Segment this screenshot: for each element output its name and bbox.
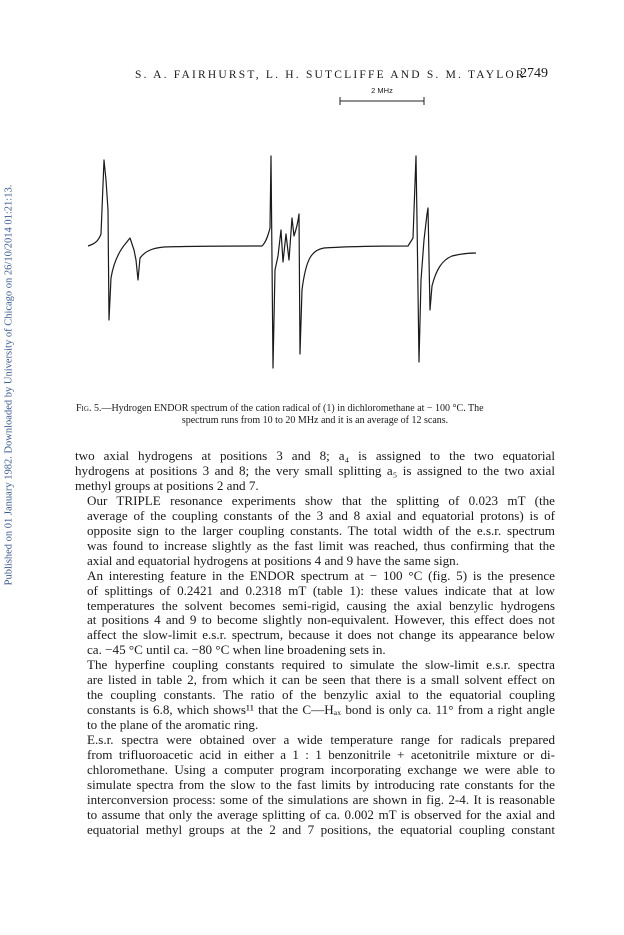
- text-line: methyl groups at positions 2 and 7.: [75, 477, 259, 493]
- scale-bar: [336, 86, 428, 108]
- text-line: from trifluoroacetic acid in either a 1 : 1 benzonitrile + acetonitrile mixture or di-: [87, 747, 555, 763]
- caption-label: Fig. 5.: [76, 403, 102, 414]
- body-text: [75, 449, 555, 838]
- text-line: hydrogens at positions 3 and 8; the very small splitting a₅ is assigned to the two axial: [75, 462, 555, 478]
- text-line: constants is 6.8, which shows¹¹ that the C—Hₐₓ bond is only ca. 11° from a right angle: [87, 702, 555, 718]
- text-line: to the plane of the aromatic ring.: [87, 717, 259, 733]
- text-line: chloromethane. Using a computer program incorporating exchange we were able to: [87, 762, 555, 778]
- text-line: An interesting feature in the ENDOR spectrum at − 100 °C (fig. 5) is the presence: [87, 567, 555, 583]
- text-line: the coupling constants. The ratio of the benzylic axial to the equatorial coupling: [87, 687, 555, 703]
- text-line: axial and equatorial hydrogens at positions 4 and 9 have the same sign.: [87, 552, 459, 568]
- text-line: affect the slow-limit e.s.r. spectrum, because it does not change its appearance below: [87, 627, 555, 643]
- text-line: E.s.r. spectra were obtained over a wide temperature range for radicals prepared: [87, 732, 555, 748]
- page-number: 2749: [520, 66, 548, 81]
- text-line: to assume that only the average splitting of ca. 0.002 mT is observed for the axial and: [87, 806, 555, 822]
- endor-spectrum-plot: [84, 110, 524, 390]
- scale-bar-label: 2 MHz: [371, 86, 393, 95]
- text-line: was found to increase slightly as the fast limit was reached, thus confirming that the: [87, 537, 555, 553]
- text-line: Our TRIPLE resonance experiments show that the splitting of 0.023 mT (the: [87, 492, 555, 508]
- spectrum-trace: [88, 156, 476, 368]
- download-note-text[interactable]: Published on 01 January 1982. Downloaded by University of Chicago on 26/10/2014 01:21:13.: [3, 184, 15, 586]
- paragraph-4: [75, 658, 555, 733]
- text-line: ca. −45 °C until ca. −80 °C when line broadening sets in.: [87, 642, 386, 658]
- text-line: at positions 4 and 9 to become slightly non-equivalent. However, this effect does not: [87, 612, 555, 628]
- text-line: simulate spectra from the slow to the fast limits by introducing rate constants for the: [87, 776, 555, 792]
- figure-caption: [76, 403, 554, 427]
- paragraph-1: [75, 449, 555, 494]
- text-line: of splittings of 0.2421 and 0.2318 mT (table 1): these values indicate that at low: [87, 582, 555, 598]
- paragraph-3: [75, 569, 555, 659]
- caption-line-1: [76, 403, 554, 415]
- caption-text-1: —Hydrogen ENDOR spectrum of the cation radical of (1) in dichloromethane at − 100 °C. The: [101, 403, 484, 414]
- paragraph-5: [75, 733, 555, 838]
- text-line: average of the coupling constants of the 3 and 8 axial and equatorial protons) is of: [87, 507, 555, 523]
- text-line: interconversion process: some of the simulations are shown in fig. 2-4. It is reasonable: [87, 791, 555, 807]
- scale-bar-line: [336, 86, 428, 108]
- text-line: The hyperfine coupling constants required to simulate the slow-limit e.s.r. spectra: [87, 657, 555, 673]
- download-watermark: [2, 150, 16, 620]
- text-line: equatorial methyl groups at the 2 and 7 positions, the equatorial coupling constant: [87, 821, 555, 837]
- caption-line-2: spectrum runs from 10 to 20 MHz and it is an average of 12 scans.: [181, 415, 449, 426]
- text-line: two axial hydrogens at positions 3 and 8; a₄ is assigned to the two equatorial: [75, 448, 555, 463]
- text-line: temperatures the solvent becomes semi-rigid, causing the axial benzylic hydrogens: [87, 597, 555, 613]
- running-head-authors: S. A. FAIRHURST, L. H. SUTCLIFFE AND S. M. TAYLOR: [135, 69, 526, 81]
- text-line: are listed in table 2, from which it can be seen that there is a small solvent effect on: [87, 672, 555, 688]
- text-line: opposite sign to the larger coupling constants. The total width of the e.s.r. spectrum: [87, 522, 555, 538]
- paragraph-2: [75, 494, 555, 569]
